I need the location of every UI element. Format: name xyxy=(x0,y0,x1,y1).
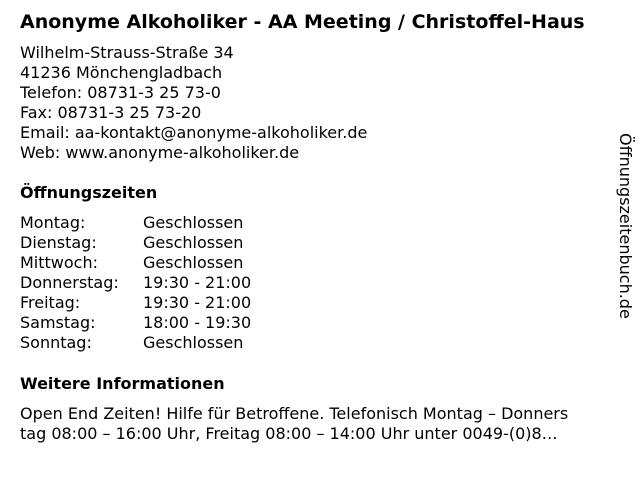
day-label: Dienstag: xyxy=(20,233,97,252)
time-value: Geschlossen xyxy=(143,253,244,272)
day-label: Mittwoch: xyxy=(20,253,98,272)
hours-row-thursday xyxy=(20,273,251,293)
brand-watermark xyxy=(612,133,636,333)
brand-label: Öffnungszeitenbuch.de xyxy=(616,133,635,319)
time-value: 19:30 - 21:00 xyxy=(143,273,252,292)
day-label: Montag: xyxy=(20,213,86,232)
hours-row-saturday xyxy=(20,313,251,333)
hours-row-monday xyxy=(20,213,251,233)
opening-hours-table xyxy=(20,213,251,353)
address-street: Wilhelm-Strauss-Straße 34 xyxy=(20,43,234,62)
hours-row-tuesday xyxy=(20,233,251,253)
hours-row-wednesday xyxy=(20,253,251,273)
opening-hours-heading: Öffnungszeiten xyxy=(20,183,158,202)
hours-row-sunday xyxy=(20,333,251,353)
time-value: Geschlossen xyxy=(143,233,244,252)
website-address: Web: www.anonyme-alkoholiker.de xyxy=(20,143,300,162)
more-info-heading: Weitere Informationen xyxy=(20,374,225,393)
day-label: Sonntag: xyxy=(20,333,92,352)
info-line: tag 08:00 – 16:00 Uhr, Freitag 08:00 – 14:00 Uhr unter 0049-(0)8… xyxy=(20,424,558,443)
phone-number: Telefon: 08731-3 25 73-0 xyxy=(20,83,221,102)
address-block xyxy=(20,43,367,163)
time-value: 18:00 - 19:30 xyxy=(143,313,252,332)
email-address: Email: aa-kontakt@anonyme-alkoholiker.de xyxy=(20,123,368,142)
address-city: 41236 Mönchengladbach xyxy=(20,63,223,82)
day-label: Freitag: xyxy=(20,293,81,312)
page-title: Anonyme Alkoholiker - AA Meeting / Christoffel-Haus xyxy=(20,11,585,33)
hours-row-friday xyxy=(20,293,251,313)
time-value: Geschlossen xyxy=(143,333,244,352)
day-label: Samstag: xyxy=(20,313,96,332)
fax-number: Fax: 08731-3 25 73-20 xyxy=(20,103,202,122)
more-info-text xyxy=(20,404,620,444)
time-value: Geschlossen xyxy=(143,213,244,232)
info-line: Open End Zeiten! Hilfe für Betroffene. Telefonisch Montag – Donners xyxy=(20,404,569,423)
day-label: Donnerstag: xyxy=(20,273,119,292)
time-value: 19:30 - 21:00 xyxy=(143,293,252,312)
